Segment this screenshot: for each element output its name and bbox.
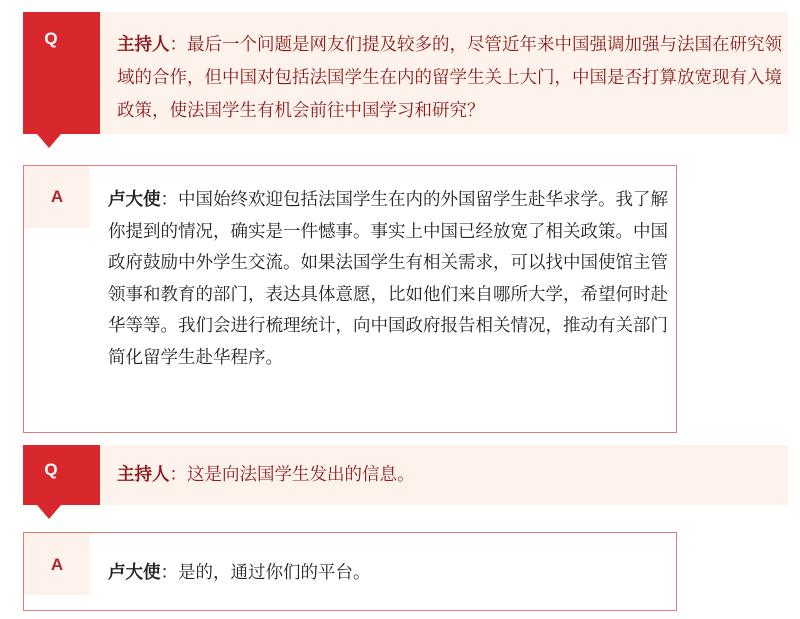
question-badge-tail bbox=[37, 134, 61, 148]
answer-text bbox=[108, 185, 674, 374]
answer-box bbox=[23, 165, 677, 433]
question-box bbox=[23, 12, 788, 134]
question-letter: Q bbox=[44, 460, 58, 479]
question-text bbox=[117, 29, 783, 128]
question-body: 这是向法国学生发出的信息。 bbox=[187, 465, 415, 485]
answer-body: 是的，通过你们的平台。 bbox=[178, 563, 371, 583]
question-text bbox=[117, 459, 783, 492]
question-letter: Q bbox=[44, 29, 58, 48]
speaker-name: 主持人 bbox=[117, 465, 170, 485]
question-badge bbox=[23, 12, 100, 134]
colon: ： bbox=[169, 465, 187, 485]
colon: ： bbox=[160, 563, 178, 583]
question-box bbox=[23, 445, 788, 505]
question-badge-tail bbox=[37, 505, 61, 519]
answer-letter: A bbox=[50, 187, 64, 206]
speaker-name: 卢大使 bbox=[108, 190, 161, 210]
question-badge bbox=[23, 445, 100, 505]
answer-badge bbox=[24, 533, 90, 595]
question-body: 最后一个问题是网友们提及较多的，尽管近年来中国强调加强与法国在研究领域的合作，但中国对包括法国学生在内的留学生关上大门，中国是否打算放宽现有入境政策，使法国学生有机会前往中国学习和研究？ bbox=[117, 35, 782, 121]
answer-letter: A bbox=[50, 555, 64, 574]
answer-box bbox=[23, 532, 677, 611]
colon: ： bbox=[169, 35, 187, 55]
answer-body: 中国始终欢迎包括法国学生在内的外国留学生赴华求学。我了解你提到的情况，确实是一件憾事。事实上中国已经放宽了相关政策。中国政府鼓励中外学生交流。如果法国学生有相关需求，可以找中国使馆主管领事和教育的部门，表达具体意愿，比如他们来自哪所大学，希望何时赴华等等。我们会进行梳理统计，向中国政府报告相关情况，推动有关部门简化留学生赴华程序。 bbox=[108, 190, 668, 368]
answer-badge bbox=[24, 166, 90, 228]
speaker-name: 主持人 bbox=[117, 35, 170, 55]
answer-text bbox=[108, 558, 674, 590]
speaker-name: 卢大使 bbox=[108, 563, 161, 583]
colon: ： bbox=[160, 190, 178, 210]
